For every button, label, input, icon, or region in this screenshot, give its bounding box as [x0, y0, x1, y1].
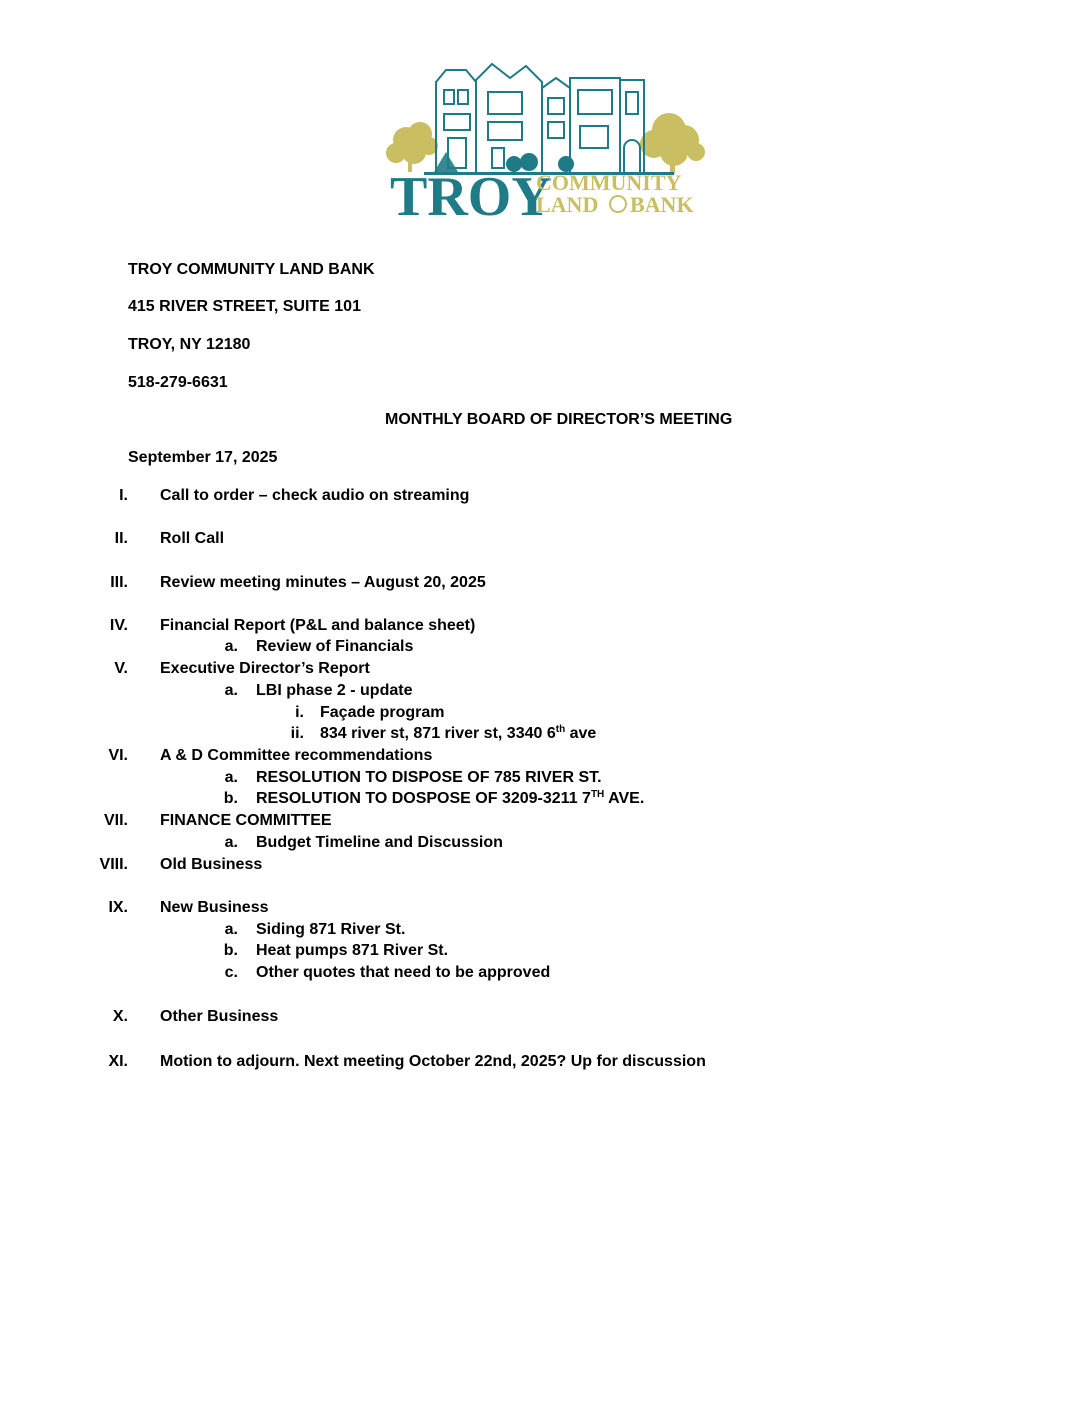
sub-sub-item-numeral: i.: [295, 704, 304, 721]
logo-word-troy: TROY: [390, 166, 552, 220]
sub-item-text: Heat pumps 871 River St.: [256, 942, 449, 959]
agenda-item-text: New Business: [160, 899, 269, 916]
agenda-item-number: X.: [112, 1008, 128, 1025]
troy-community-land-bank-logo: [384, 60, 710, 220]
sub-item-letter: a.: [224, 834, 238, 851]
rowhouses-trees-logo-icon: [384, 60, 710, 220]
agenda-item-text: Review meeting minutes – August 20, 2025: [160, 574, 486, 591]
sub-item-text: Review of Financials: [256, 638, 414, 655]
left-tree-icon: [386, 122, 438, 172]
agenda-item-number: II.: [114, 530, 128, 547]
agenda-item-number: VIII.: [99, 856, 128, 873]
agenda-item-number: I.: [119, 487, 128, 504]
sub-item-text: Siding 871 River St.: [256, 921, 406, 938]
street-address: 415 RIVER STREET, SUITE 101: [128, 298, 361, 315]
logo-seal-icon: [610, 196, 626, 212]
agenda-item-number: III.: [110, 574, 128, 591]
sub-sub-item-text: 834 river st, 871 river st, 3340 6th ave: [320, 724, 597, 742]
sub-item-letter: a.: [224, 769, 238, 786]
agenda-item-number: XI.: [108, 1053, 128, 1070]
agenda-item-text: Financial Report (P&L and balance sheet): [160, 617, 476, 634]
phone-number: 518-279-6631: [128, 374, 228, 391]
meeting-date: September 17, 2025: [128, 449, 278, 466]
sub-item-text: RESOLUTION TO DISPOSE OF 785 RIVER ST.: [256, 769, 602, 786]
agenda-item-number: IX.: [108, 899, 128, 916]
sub-item-letter: c.: [224, 964, 238, 981]
sub-item-letter: b.: [223, 942, 238, 959]
city-state-zip: TROY, NY 12180: [128, 336, 251, 353]
ordinal-suffix: th: [555, 724, 566, 735]
meeting-title: MONTHLY BOARD OF DIRECTOR’S MEETING: [385, 411, 733, 428]
sub-item-letter: a.: [224, 682, 238, 699]
sub-item-text: Other quotes that need to be approved: [256, 964, 551, 981]
org-name: TROY COMMUNITY LAND BANK: [128, 261, 375, 278]
sub-sub-item-text: Façade program: [320, 704, 445, 721]
agenda-item-number: VII.: [103, 812, 128, 829]
sub-item-text: RESOLUTION TO DOSPOSE OF 3209-3211 7TH AVE.: [256, 789, 645, 807]
agenda-item-number: IV.: [109, 617, 128, 634]
agenda-item-text: FINANCE COMMITTEE: [160, 812, 332, 829]
agenda-item-text: Call to order – check audio on streaming: [160, 487, 470, 504]
sub-item-letter: a.: [224, 921, 238, 938]
agenda-item-text: Other Business: [160, 1008, 279, 1025]
right-tree-icon: [640, 113, 705, 174]
sub-sub-item-numeral: ii.: [290, 725, 304, 742]
logo-word-land: LAND: [536, 192, 599, 217]
agenda-item-text: Motion to adjourn. Next meeting October 22nd, 2025? Up for discussion: [160, 1053, 706, 1070]
agenda-item-text: Roll Call: [160, 530, 225, 547]
ordinal-suffix: TH: [590, 789, 605, 800]
agenda-item-number: V.: [114, 660, 128, 677]
sub-item-text: LBI phase 2 - update: [256, 682, 413, 699]
agenda-item-text: A & D Committee recommendations: [160, 747, 433, 764]
agenda-item-text: Executive Director’s Report: [160, 660, 370, 677]
sub-item-text: Budget Timeline and Discussion: [256, 834, 503, 851]
logo-word-bank: BANK: [630, 192, 694, 217]
agenda-item-text: Old Business: [160, 856, 263, 873]
rowhouses-icon: [436, 64, 644, 172]
sub-item-letter: a.: [224, 638, 238, 655]
sub-item-letter: b.: [223, 790, 238, 807]
logo-word-community: COMMUNITY: [536, 170, 682, 195]
agenda-item-number: VI.: [108, 747, 128, 764]
